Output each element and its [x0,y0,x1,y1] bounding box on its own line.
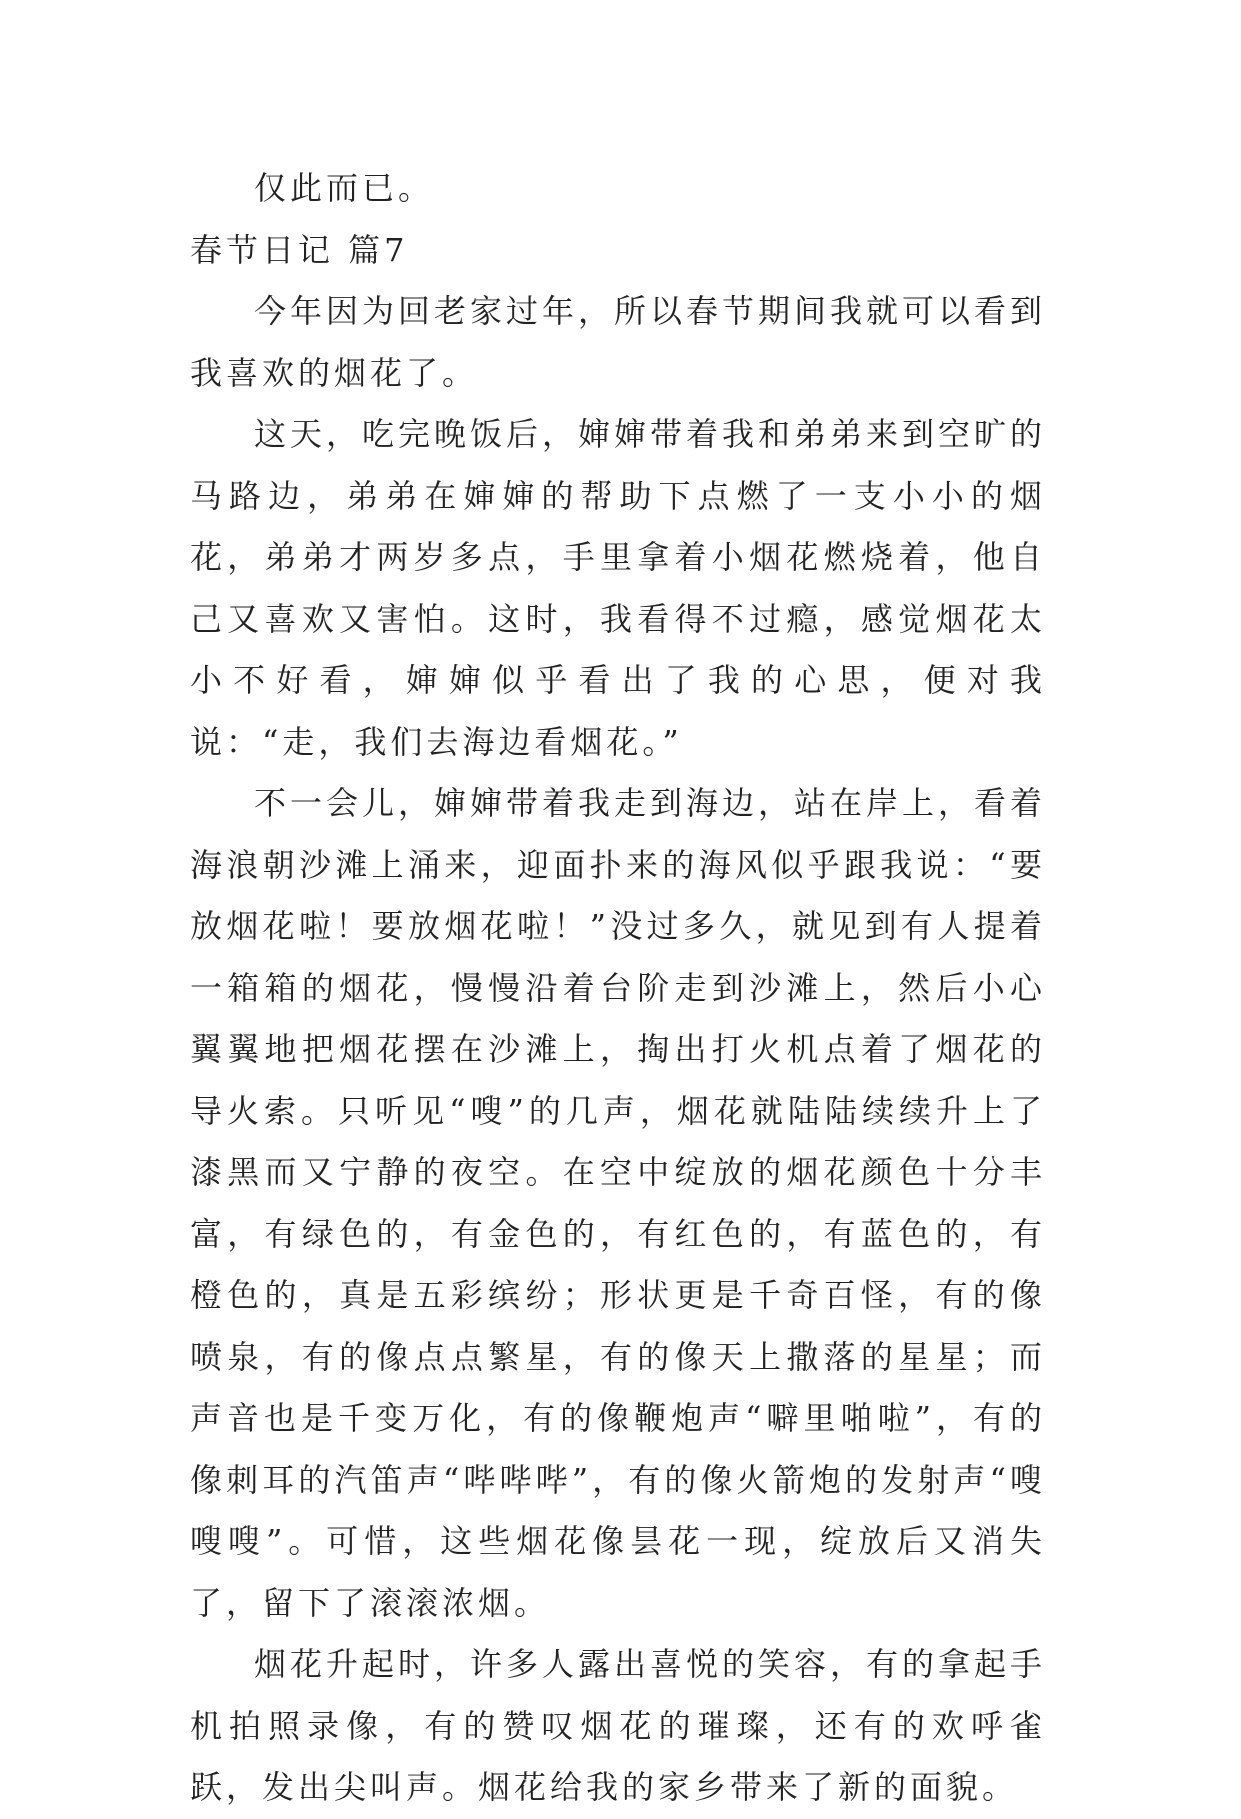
paragraph: 不一会儿，婶婶带着我走到海边，站在岸上，看着海浪朝沙滩上涌来，迎面扑来的海风似乎跟我说：“要放烟花啦！要放烟花啦！”没过多久，就见到有人提着一箱箱的烟花，慢慢沿着台阶走到沙滩上，然后小心翼翼地把烟花摆在沙滩上，掏出打火机点着了烟花的导火索。只听见“嗖”的几声，烟花就陆陆续续升上了漆黑而又宁静的夜空。在空中绽放的烟花颜色十分丰富，有绿色的，有金色的，有红色的，有蓝色的，有橙色的，真是五彩缤纷；形状更是千奇百怪，有的像喷泉，有的像点点繁星，有的像天上撒落的星星；而声音也是千变万化，有的像鞭炮声“噼里啪啦”，有的像刺耳的汽笛声“哔哔哔”，有的像火箭炮的发射声“嗖嗖嗖”。可惜，这些烟花像昙花一现，绽放后又消失了，留下了滚滚浓烟。 [190,784,1047,1622]
paragraph: 这天，吃完晚饭后，婶婶带着我和弟弟来到空旷的马路边，弟弟在婶婶的帮助下点燃了一支小小的烟花，弟弟才两岁多点，手里拿着小烟花燃烧着，他自己又喜欢又害怕。这时，我看得不过瘾，感觉烟花太小不好看，婶婶似乎看出了我的心思，便对我说：“走，我们去海边看烟花。” [190,415,1047,761]
section-heading: 春节日记 篇7 [190,230,409,269]
paragraph: 今年因为回老家过年，所以春节期间我就可以看到我喜欢的烟花了。 [190,292,1047,392]
paragraph: 仅此而已。 [254,169,435,207]
document-body [190,158,1046,1819]
paragraph: 烟花升起时，许多人露出喜悦的笑容，有的拿起手机拍照录像，有的赞叹烟花的璀璨，还有的欢呼雀跃，发出尖叫声。烟花给我的家乡带来了新的面貌。 [190,1645,1047,1806]
